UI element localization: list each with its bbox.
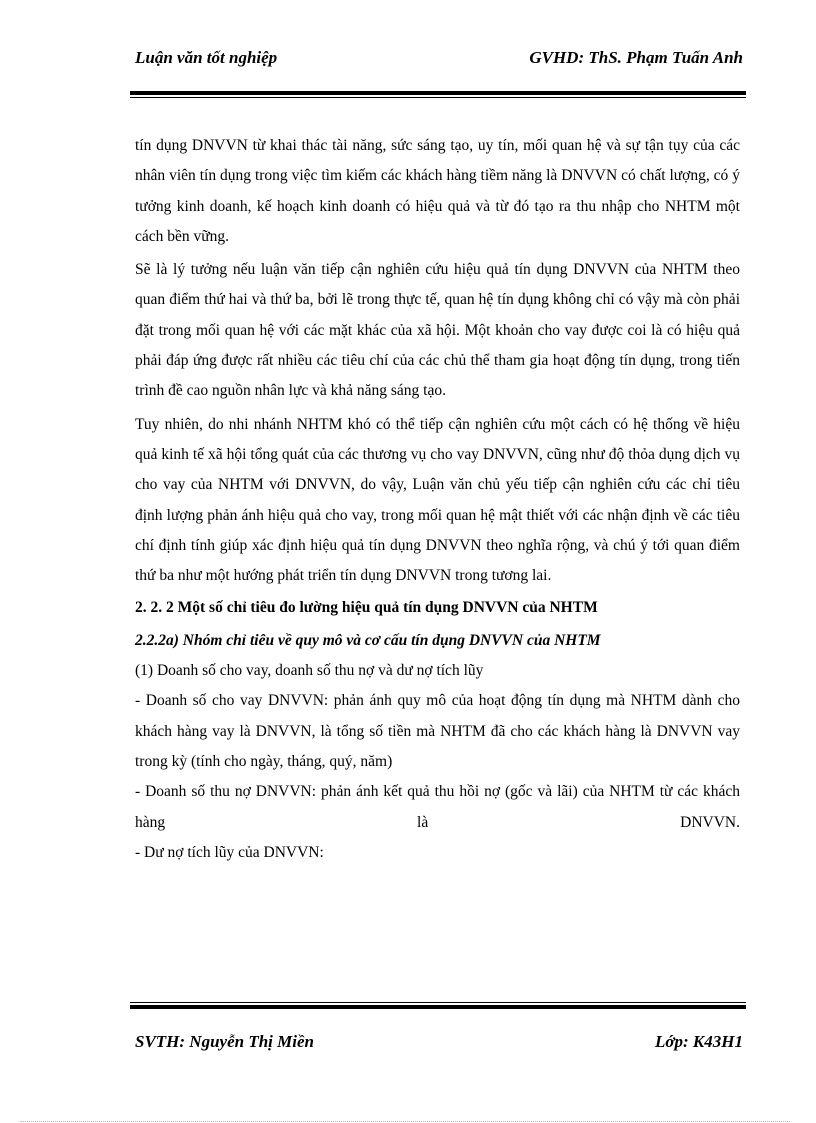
paragraph: - Doanh số thu nợ DNVVN: phản ánh kết quả thu hồi nợ (gốc và lãi) của NHTM từ các khách hàng là DNVVN. [135,783,740,831]
list-item: (1) Doanh số cho vay, doanh số thu nợ và dư nợ tích lũy [135,662,484,680]
paragraph: - Dư nợ tích lũy của DNVVN: [135,843,324,861]
footer-student: SVTH: Nguyễn Thị Miền [135,1032,314,1051]
section-heading: 2. 2. 2 Một số chỉ tiêu đo lường hiệu quả tín dụng DNVVN của NHTM [135,599,598,617]
subsection-heading: 2.2.2a) Nhóm chỉ tiêu về quy mô và cơ cấu tín dụng DNVVN của NHTM [135,631,601,649]
header-thesis-label: Luận văn tốt nghiệp [135,48,278,67]
paragraph: tín dụng DNVVN từ khai thác tài năng, sức sáng tạo, uy tín, mối quan hệ và sự tận tụy của các nhân viên tín dụng trong việc tìm kiếm các khách hàng tiềm năng là DNVVN có chất lượng, có ý tưởng kinh doanh, kế hoạch kinh doanh có hiệu quả và từ đó tạo ra thu nhập cho NHTM một cách bền vững. [135,137,740,245]
page-edge-bottom [20,1121,790,1122]
footer-rule [130,1002,746,1009]
header-rule [130,91,746,98]
paragraph: - Doanh số cho vay DNVVN: phản ánh quy mô của hoạt động tín dụng mà NHTM dành cho khách hàng vay là DNVVN, là tổng số tiền mà NHTM đã cho các khách hàng là DNVVN vay trong kỳ (tính cho ngày, tháng, quý, năm) [135,692,740,770]
header-advisor: GVHD: ThS. Phạm Tuấn Anh [529,48,743,67]
page-body [135,131,740,868]
paragraph: Tuy nhiên, do nhi nhánh NHTM khó có thể tiếp cận nghiên cứu một cách có hệ thống về hiệu quả kinh tế xã hội tổng quát của các thương vụ cho vay DNVVN, cũng như độ thỏa dụng dịch vụ cho vay của NHTM với DNVVN, do vậy, Luận văn chủ yếu tiếp cận nghiên cứu các chỉ tiêu định lượng phản ánh hiệu quả cho vay, trong mối quan hệ mật thiết với các nhận định về các tiêu chí định tính giúp xác định hiệu quả tín dụng DNVVN theo nghĩa rộng, và chú ý tới quan điểm thứ ba như một hướng phát triển tín dụng DNVVN trong tương lai. [135,415,740,585]
paragraph: Sẽ là lý tưởng nếu luận văn tiếp cận nghiên cứu hiệu quả tín dụng DNVVN của NHTM theo quan điểm thứ hai và thứ ba, bởi lẽ trong thực tế, quan hệ tín dụng không chỉ có vậy mà còn phải đặt trong mối quan hệ với các mặt khác của xã hội. Một khoản cho vay được coi là có hiệu quả phải đáp ứng được rất nhiều các tiêu chí của các chủ thể tham gia hoạt động tín dụng, trong tiến trình đề cao nguồn nhân lực và khả năng sáng tạo. [135,261,740,400]
footer-class: Lớp: K43H1 [655,1032,743,1051]
